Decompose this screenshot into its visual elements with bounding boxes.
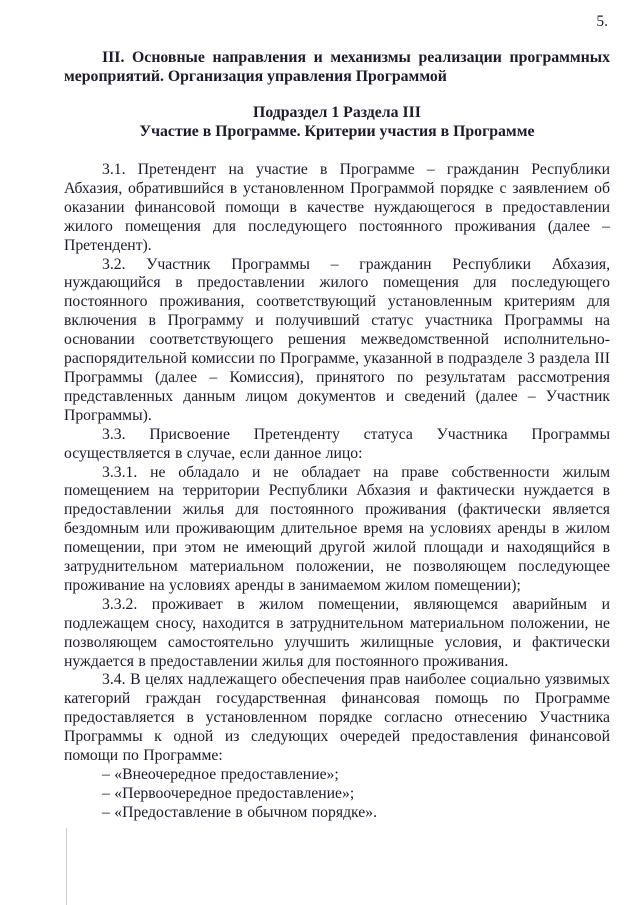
paragraph-3-3-1: 3.3.1. не обладало и не обладает на праве собственности жилым помещением на территории Республики Абхазия и фактически нуждается в предоставлении жилья для постоянного проживания (фактически является бездомным или проживающим длительное время на условиях аренды в жилом помещении, при этом не имеющий другой жилой площади и находящийся в затруднительном материальном положении, не позволяющем последующее проживание на условиях аренды в занимаемом жилом помещении); [64, 463, 610, 594]
paragraph-3-3: 3.3. Присвоение Претенденту статуса Участника Программы осуществляется в случае, если данное лицо: [64, 425, 610, 462]
subsection-heading [64, 103, 610, 141]
list-item-priority: – «Первоочередное предоставление»; [102, 784, 355, 802]
subsection-heading-line1: Подраздел 1 Раздела III [253, 104, 421, 121]
document-content [64, 48, 610, 823]
subsection-heading-line2: Участие в Программе. Критерии участия в Программе [139, 123, 535, 140]
list-item-extraordinary: – «Внеочередное предоставление»; [102, 766, 339, 783]
section-heading: III. Основные направления и механизмы реализации программных мероприятий. Организация управления Программой [64, 49, 610, 85]
page-number: 5. [596, 13, 608, 30]
paragraph-3-1: 3.1. Претендент на участие в Программе – гражданин Республики Абхазия, обратившийся в установленном Программой порядке с заявлением об оказании финансовой помощи в качестве нуждающегося в предоставлении жилого помещения для последующего постоянного проживания (далее – Претендент). [64, 161, 610, 254]
scan-artifact-line [66, 828, 67, 905]
paragraph-3-2: 3.2. Участник Программы – гражданин Республики Абхазия, нуждающийся в предоставлении жилого помещения для последующего постоянного проживания, соответствующий установленным критериям для включения в Программу и получивший статус участника Программы на основании соответствующего решения межведомственной исполнительно-распорядительной комиссии по Программе, указанной в подразделе 3 раздела III Программы (далее – Комиссия), принятого по результатам рассмотрения представленных данным лицом документов и сведений (далее – Участник Программы). [64, 255, 610, 424]
paragraph-3-4: 3.4. В целях надлежащего обеспечения прав наиболее социально уязвимых категорий граждан государственная финансовая помощь по Программе предоставляется в установленном порядке согласно отнесению Участника Программы к одной из следующих очередей предоставления финансовой помощи по Программе: [64, 671, 610, 765]
document-body [64, 161, 610, 823]
list-item-regular: – «Предоставление в обычном порядке». [102, 803, 378, 821]
paragraph-3-3-2: 3.3.2. проживает в жилом помещении, являющемся аварийным и подлежащем сносу, находится в затруднительном материальном положении, не позволяющем самостоятельно улучшить жилищные условия, и фактически нуждается в предоставлении жилья для постоянного проживания. [64, 595, 610, 670]
